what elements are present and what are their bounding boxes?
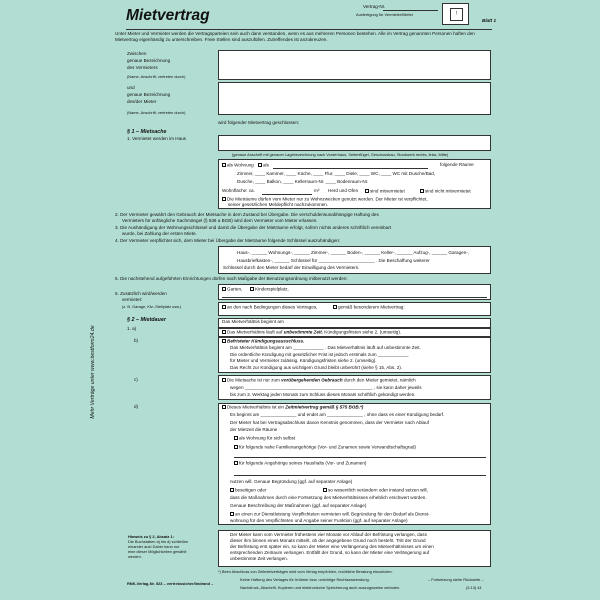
- tenant-label: und: [127, 85, 135, 90]
- separate-contract-label: gemäß besonderem Mietvertrag:: [338, 304, 405, 310]
- fixed-term-label: Dieses Mietverhältnis ist ein: [227, 404, 284, 410]
- as-apartment-checkbox[interactable]: [222, 163, 226, 167]
- garden-label: Garten,: [227, 286, 243, 292]
- self-use-checkbox[interactable]: [234, 436, 238, 440]
- modify-label: so wesentlich verändern oder instand setzen will,: [328, 487, 428, 493]
- measures-line: dass die Maßnahmen durch eine Fortsetzung des Mietverhältnisses erheblich erschwert würden.: [230, 495, 427, 500]
- living-area-label: Wohnfläche: ca.: [222, 188, 255, 193]
- b-line-2: Das Mietverhältnis beginnt am ____________ . Das Mietverhältnis läuft auf unbestimmte Zeit.: [230, 345, 421, 350]
- s1-p3-line1: 3. Die Aushändigung der Wohnungsschlüssel und damit die Übergabe der Mieträume erfolgt, sofern nichts anderes schriftlich vereinbart: [115, 225, 392, 230]
- b-line-5: Das Recht zur Kündigung aus wichtigem Grund bleibt unberührt (siehe § 15, Abs. 2).: [230, 365, 403, 370]
- fixed-term-dates: Es beginnt am ______________ und endet am ______________ , ohne dass es einer Kündigung bedarf.: [230, 412, 445, 417]
- rooms-line-2: Dusche, ____ Balkon, ____ Kellerraum-Nr. ____ Bodenraum-Nr.: [237, 179, 369, 184]
- garden-checkbox[interactable]: [222, 287, 226, 291]
- household-use-checkbox[interactable]: [234, 461, 238, 465]
- stove-included-checkbox[interactable]: [365, 189, 369, 193]
- as-other-checkbox[interactable]: [258, 163, 262, 167]
- stove-included-label: sind mitvermietet: [370, 188, 405, 194]
- termination-exclusion-checkbox[interactable]: [222, 339, 226, 343]
- temporary-use-checkbox[interactable]: [222, 378, 226, 382]
- publisher-logo: [442, 3, 469, 25]
- s1-p2-line1: 2. Der Vermieter gewährt den Gebrauch der Mietsache in dem Zustand bei Übergabe. Die verschuldensunabhängige Haftung des: [115, 212, 379, 217]
- separate-contract-checkbox[interactable]: [333, 305, 337, 309]
- landlord-field[interactable]: [218, 50, 491, 80]
- start-date-label: Das Mietverhältnis beginnt am: [222, 319, 284, 324]
- margin-note-line-5: werden.: [128, 554, 142, 559]
- justification-label: nutzen will. Genaue Begründung (ggf. auf separater Anlage): [230, 479, 353, 484]
- temporary-reason-line: wegen __________________________________________________ , sie kann daher jeweils: [230, 385, 422, 390]
- s1-p4: 4. Der Vermieter verpflichtet sich, dem Mieter bei Übergabe der Mieträume folgende Schlüssel auszuhändigen:: [115, 238, 341, 243]
- temporary-use-emph: vorübergehenden Gebrauch: [281, 377, 343, 383]
- footer-brand: RNK-Verlag-Nr. 523 – vertrebssicher/lindrand –: [127, 581, 214, 586]
- s2-1c-label: c): [134, 377, 138, 382]
- modify-checkbox[interactable]: [323, 488, 327, 492]
- remove-checkbox[interactable]: [230, 488, 234, 492]
- residential-use-checkbox[interactable]: [222, 197, 226, 201]
- s1-p6-label-2: vermietet:: [122, 297, 143, 302]
- intro-text: Unter Mieter und Vermieter werden die Vertragsparteien sein auch dann verstanden, wenn es aus mehreren Personen bestehen. Alle im Vertrag genannten Personen haften den Mietvertrag eigenhändig zu unterschreiben. Freie Stellen sind auszufüllen. Zutreffendes ist anzukreuzen.: [115, 31, 475, 42]
- extension-line-2: dieser ihm binnen eines Monats mitteilt, ob der angegebene Grund noch besteht. Tritt der Grund: [230, 538, 426, 543]
- unlimited-term-note: Kündigungsfristen siehe 2. (umseitig).: [324, 329, 402, 335]
- keys-line-2: Hausbriefkasten-, ______ Schlüssel für ______________________ . Die Beschaffung weiterer: [237, 258, 430, 263]
- stove-excluded-label: sind nicht mitvermietet: [425, 188, 471, 194]
- tenant-label-3: des/der Mieter: [127, 99, 157, 104]
- residential-use-label: Die Mieträume dürfen vom Mieter nur zu Wohnzwecken genutzt werden. Der Mieter ist verpflichtet,: [227, 196, 428, 202]
- margin-note-line-2: Die Buchstaben a) bis d) schließen: [128, 539, 189, 544]
- rooms-label: folgende Räume: [440, 162, 474, 167]
- landlord-label: Zwischen: [127, 51, 147, 56]
- service-staff-line-2: wohnung für den Verpflichteten und Angabe seiner Funktion (ggf. auf separater Anlage): [230, 518, 408, 523]
- family-use-checkbox[interactable]: [234, 445, 238, 449]
- contract-number-label: Vertrag-Nr.: [363, 4, 386, 9]
- landlord-label-3: des Vermieters: [127, 65, 158, 70]
- fixed-term-checkbox[interactable]: [222, 405, 226, 409]
- same-terms-label: an den nach Bedingungen dieses Vertrages,: [227, 304, 318, 310]
- b-line-3: Die ordentliche Kündigung mit gesetzlicher Frist ist jedoch erstmals zum ____________: [230, 352, 409, 357]
- family-use-label: für folgende nahe Familienangehörige (Vor- und Zunamen sowie Verwandtschaftsgrad): [239, 444, 416, 450]
- as-other-label: als: [263, 162, 269, 168]
- footer-continued: – Fortsetzung siehe Rückseite –: [428, 577, 484, 582]
- unlimited-term-emph: unbestimmte Zeit.: [283, 329, 323, 335]
- extension-line-3: der Befristung erst später ein, so kann der Mieter eine Verlängerung des Mietverhältnisses um einen: [230, 544, 434, 549]
- footer-version: (3.13) 44: [466, 585, 482, 590]
- temporary-notice-line: bis zum 3. Werktag jeden Monats zum Schluss dieses Monats schriftlich gekündigt werden.: [230, 392, 416, 397]
- keys-line-3: Schlüssel durch den Mieter bedarf der Einwilligung des Vermieters.: [223, 265, 360, 270]
- household-use-label: für folgende Angehörige seines Haushalts (Vor- und Zunamen): [239, 460, 367, 466]
- b-line-4: für Mieter und Vermieter zulässig. Kündigungsfristen siehe 2. (umseitig).: [230, 358, 377, 363]
- margin-note-line-4: eine dieser Möglichkeiten gewählt: [128, 549, 187, 554]
- side-website-text: Mehr Verträge unter www.bestform24.de: [90, 325, 96, 419]
- rooms-line-1: Zimmer, ____ Kammer, ____ Küche, ____ Flur, ____ Diele, ____ WC, ____ WC mit Dusche/Bad,: [237, 171, 436, 176]
- service-staff-checkbox[interactable]: [230, 512, 234, 516]
- landlord-note: (Name, Anschrift, vertreten durch): [127, 74, 186, 79]
- address-note: (genaue Anschrift mit genauer Lagebezeichnung nach Vorderhaus, Seitenflügel, Geschossbau, Stockwerk rechts, links, Mitte): [232, 152, 449, 157]
- s1-p2-line2: Vermieters für anfängliche Sachmängel (§ 536 a BGB) wird dem Vermieter vom Mieter erlassen.: [122, 218, 318, 223]
- landlord-label-2: genaue Bezeichnung: [127, 58, 171, 63]
- remove-label: beseitigen oder: [235, 487, 267, 493]
- margin-note-title: Hinweis zu § 2, Absatz 1:: [128, 534, 174, 539]
- extension-line-1: Der Mieter kann vom Vermieter frühestens vier Monate vor Ablauf der Befristung verlangen, dass: [230, 532, 427, 537]
- as-apartment-label: als Wohnung: [227, 162, 254, 168]
- tenant-note: (Name, Anschrift, vertreten durch): [127, 110, 186, 115]
- stove-excluded-checkbox[interactable]: [420, 189, 424, 193]
- termination-exclusion-label: Befristeter Kündigungsausschluss.: [227, 338, 305, 344]
- s2-1b-label: b): [134, 338, 139, 343]
- s1-p6-note: (z. B. Garage, Kfz.-Stellplatz usw.): [122, 304, 182, 309]
- section-2-heading: § 2 – Mietdauer: [127, 317, 166, 323]
- extension-line-4: entsprechenden Zeitraum verlangen. Entfällt der Grund, so kann der Mieter eine Verlängerung auf: [230, 550, 430, 555]
- page-title: Mietvertrag: [126, 7, 210, 24]
- s2-1a-label: 1. a): [127, 326, 137, 331]
- s2-1d-label: d): [134, 404, 139, 409]
- measures-desc-label: Genaue Beschreibung der Maßnahmen (ggf. auf separater Anlage): [230, 503, 367, 508]
- living-area-unit: m²: [314, 188, 320, 193]
- unlimited-term-label: Das Mietverhältnis läuft auf: [227, 329, 283, 335]
- logo-mark-icon: !: [450, 8, 463, 21]
- tenant-field[interactable]: [218, 82, 491, 115]
- temporary-use-tail: durch den Mieter gemietet, nämlich: [343, 377, 416, 383]
- footer-copyright: Nachdruck, Abschrift, Kopieren und elektronische Speicherung auch auszugsweise verboten.: [240, 585, 401, 590]
- copy-note: Ausfertigung für Vermieter/Mieter: [356, 12, 414, 17]
- unlimited-term-checkbox[interactable]: [222, 330, 226, 334]
- s1-p1: 1. Vermietet werden im Haus: [127, 136, 186, 141]
- contract-closing: wird folgender Mietvertrag geschlossen:: [218, 120, 300, 125]
- keys-line-1: Haus-, ______ Wohnungs-, ______ Zimmer-, ______ Boden-, ______ Keller-, ______ Aufzug-, ______ Garagen-,: [237, 250, 470, 255]
- service-staff-label: an einen zur Dienstleistung Verpflichteten vermieten will. Begründung für den Bedarf als Dienst-: [235, 511, 430, 517]
- self-use-label: als Wohnung für sich selbst: [239, 435, 296, 441]
- fixed-term-line-3: Der Mieter hat bei Vertragsabschluss davon Kenntnis genommen, dass der Vermieter nach Ablauf: [230, 420, 429, 425]
- footnote: *) Beim Abschluss von Zeitmietverträgen wird vom Verlag empfohlen, rechtliche Beratung einzuholen.: [218, 569, 393, 574]
- extension-line-5: unbestimmte Zeit verlangen.: [230, 556, 288, 561]
- margin-note-line-3: einander aus! Daher kann nur: [128, 544, 180, 549]
- s1-p5: 5. Die nachstehend aufgeführten Einrichtungen dürfen nach Maßgabe der Benutzungsordnung mitbenutzt werden:: [115, 276, 348, 281]
- section-1-heading: § 1 – Mietsache: [127, 129, 167, 135]
- same-terms-checkbox[interactable]: [222, 305, 226, 309]
- tenant-label-2: genaue Bezeichnung: [127, 92, 171, 97]
- playground-checkbox[interactable]: [250, 287, 254, 291]
- registration-duty: seiner gesetzlichen Meldepflicht nachzukommen.: [228, 202, 329, 207]
- s1-p6-label: 6. Zusätzlich wird/werden: [115, 291, 167, 296]
- fixed-term-line-4: der Mietzeit die Räume: [230, 427, 278, 432]
- address-field[interactable]: [218, 135, 491, 151]
- stove-label: Herd und Ofen: [328, 188, 359, 193]
- footer-disclaimer: Keine Haftung des Verlages für Irrtümer bzw. unrichtige Rechtsanwendung.: [240, 577, 370, 582]
- temporary-use-label: Die Mietsache ist nur zum: [227, 377, 280, 383]
- playground-label: Kinderspielplatz,: [255, 286, 289, 292]
- s1-p3-line2: wurde, bei Zahlung der ersten Miete.: [122, 231, 197, 236]
- sheet-label: Blatt 1: [482, 18, 497, 23]
- fixed-term-emph: Zeitmietvertrag gemäß § 575 BGB.*): [285, 404, 364, 410]
